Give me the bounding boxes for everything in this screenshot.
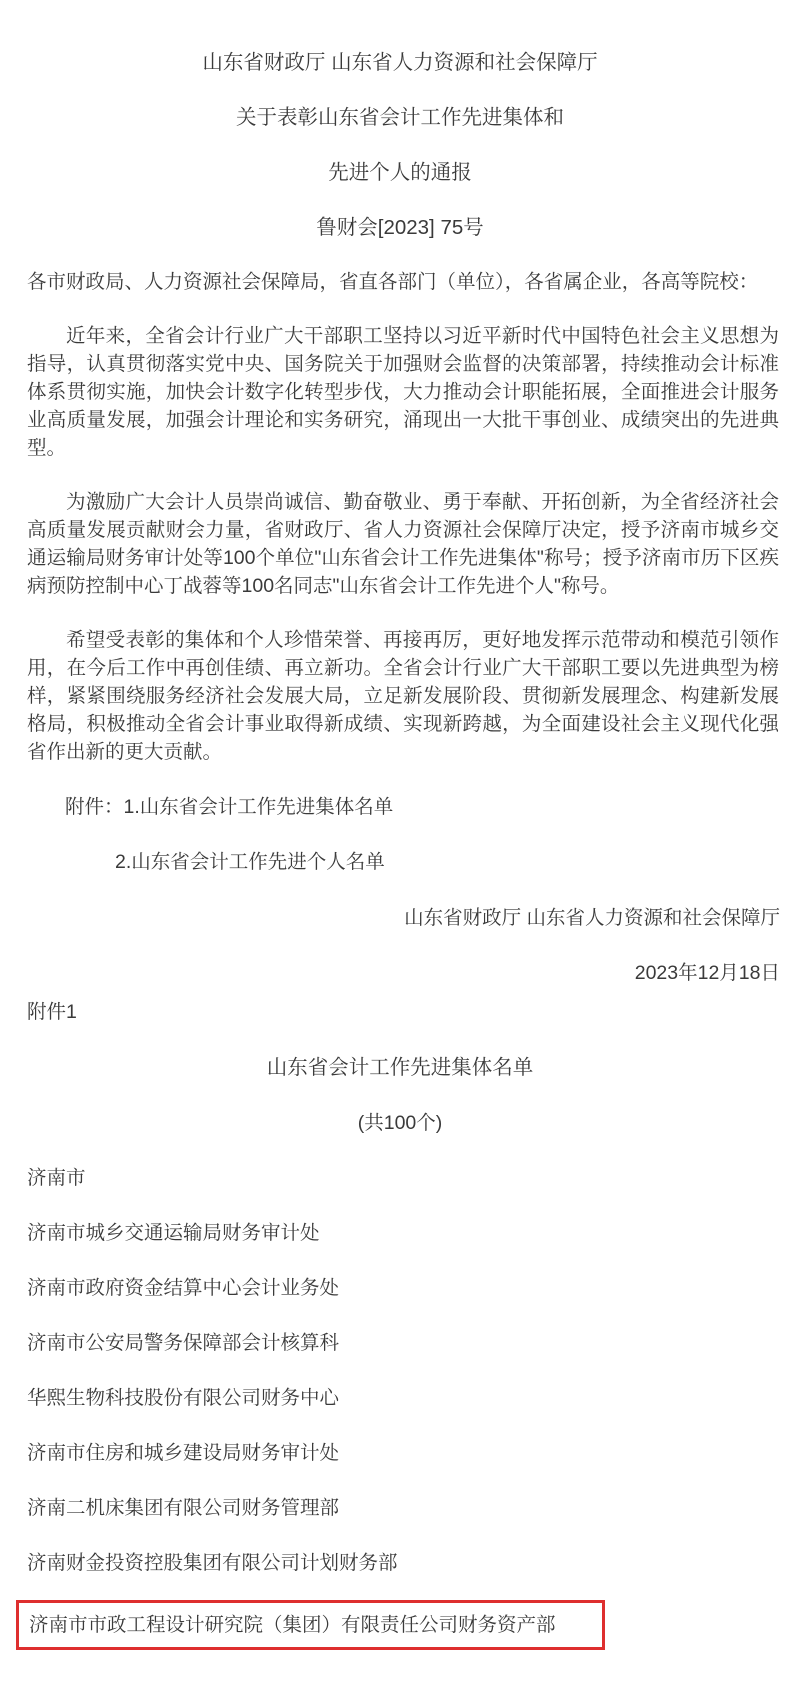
signature-date: 2023年12月18日	[634, 962, 780, 984]
list-item: 济南市城乡交通运输局财务审计处	[27, 1222, 320, 1244]
list-item: 华熙生物科技股份有限公司财务中心	[27, 1387, 340, 1409]
notice-title-line1: 关于表彰山东省会计工作先进集体和	[236, 106, 564, 129]
body-paragraph-1: 近年来，全省会计行业广大干部职工坚持以习近平新时代中国特色社会主义思想为指导，认真贯彻落实党中央、国务院关于加强财会监督的决策部署，持续推动会计标准体系贯彻实施，加快会计数字化转型步伐，大力推动会计职能拓展，全面推进会计服务业高质量发展，加强会计理论和实务研究，涌现出一大批干事创业、成绩突出的先进典型。	[27, 325, 779, 459]
document-number: 鲁财会[2023] 75号	[316, 216, 484, 239]
list-item: 济南财金投资控股集团有限公司计划财务部	[27, 1552, 398, 1574]
signature-org: 山东省财政厅 山东省人力资源和社会保障厅	[404, 907, 780, 929]
issuing-org-header: 山东省财政厅 山东省人力资源和社会保障厅	[202, 51, 598, 74]
body-paragraph-3: 希望受表彰的集体和个人珍惜荣誉、再接再厉，更好地发挥示范带动和模范引领作用，在今后工作中再创佳绩、再立新功。全省会计行业广大干部职工要以先进典型为榜样，紧紧围绕服务经济社会发展大局，立足新发展阶段、贯彻新发展理念、构建新发展格局，积极推动全省会计事业取得新成绩、实现新跨越，为全面建设社会主义现代化强省作出新的更大贡献。	[27, 629, 779, 763]
list-item: 济南二机床集团有限公司财务管理部	[27, 1497, 340, 1519]
body-paragraph-2: 为激励广大会计人员崇尚诚信、勤奋敬业、勇于奉献、开拓创新，为全省经济社会高质量发展贡献财会力量，省财政厅、省人力资源社会保障厅决定，授予济南市城乡交通运输局财务审计处等100个单位"山东省会计工作先进集体"称号；授予济南市历下区疾病预防控制中心丁战蓉等100名同志"山东省会计工作先进个人"称号。	[27, 491, 779, 597]
attachment-list-line-1: 附件：1.山东省会计工作先进集体名单	[65, 796, 394, 818]
notice-title-line2: 先进个人的通报	[328, 161, 472, 184]
appendix-label: 附件1	[27, 1001, 77, 1023]
region-heading: 济南市	[27, 1167, 86, 1189]
list-item: 济南市住房和城乡建设局财务审计处	[27, 1442, 340, 1464]
red-highlight-annotation	[16, 1600, 605, 1650]
highlighted-list-item: 济南市市政工程设计研究院（集团）有限责任公司财务资产部	[29, 1614, 556, 1636]
appendix-title: 山东省会计工作先进集体名单	[266, 1056, 534, 1079]
list-item: 济南市公安局警务保障部会计核算科	[27, 1332, 340, 1354]
attachment-list-line-2: 2.山东省会计工作先进个人名单	[115, 851, 385, 873]
appendix-count-subtitle: (共100个)	[357, 1112, 443, 1134]
salutation-line: 各市财政局、人力资源社会保障局，省直各部门（单位），各省属企业，各高等院校：	[27, 271, 759, 293]
list-item: 济南市政府资金结算中心会计业务处	[27, 1277, 340, 1299]
